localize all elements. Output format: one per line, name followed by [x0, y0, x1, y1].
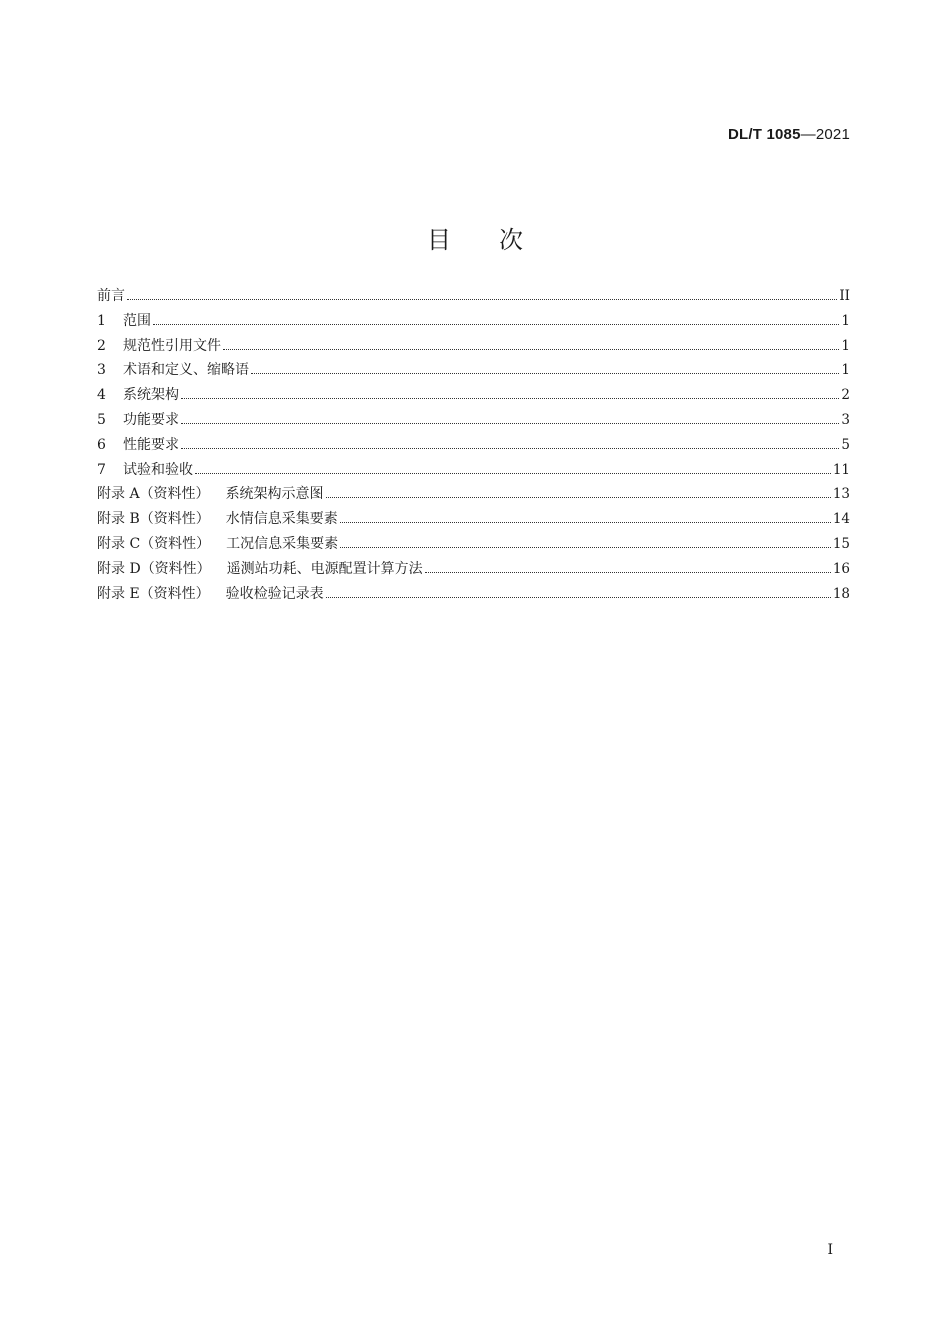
toc-appendix-c[interactable]: [97, 532, 850, 557]
appendix-prefix: 附录 B: [97, 511, 140, 528]
toc-item-scope[interactable]: [97, 309, 850, 334]
toc-item-page: 3: [841, 411, 850, 428]
toc-appendix-b[interactable]: [97, 507, 850, 532]
standard-number: DL/T 1085: [727, 126, 801, 143]
toc-item-label: 系统架构示意图: [225, 486, 324, 503]
toc-appendix-a[interactable]: [97, 482, 850, 507]
appendix-type: （资料性）: [139, 486, 210, 503]
toc-item-performance-requirements[interactable]: [97, 433, 850, 458]
toc-item-label: 工况信息采集要素: [226, 535, 339, 552]
page-title: 目次: [427, 226, 571, 255]
toc-item-number: 2: [97, 337, 106, 354]
toc-item-label: 规范性引用文件: [123, 337, 221, 354]
toc-leader-dots: [326, 596, 831, 598]
appendix-type: （资料性）: [140, 535, 211, 552]
toc-item-page: 16: [832, 560, 850, 577]
toc-item-page: 2: [841, 387, 850, 404]
toc-item-label: 遥测站功耗、电源配置计算方法: [226, 560, 423, 577]
toc-item-number: 1: [97, 312, 106, 329]
appendix-prefix: 附录 D: [97, 560, 141, 577]
toc-appendix-e[interactable]: [97, 582, 850, 607]
toc-item-number: 4: [97, 387, 106, 404]
toc-item-label: 水情信息采集要素: [225, 511, 338, 528]
toc-leader-dots: [326, 496, 831, 498]
toc-item-page: II: [839, 288, 850, 304]
toc-item-label: 范围: [123, 312, 151, 329]
toc-item-page: 15: [832, 535, 850, 552]
toc-item-page: 1: [841, 337, 850, 354]
toc-item-page: 13: [832, 486, 850, 503]
toc-leader-dots: [195, 472, 831, 474]
toc-leader-dots: [340, 546, 831, 548]
toc-item-testing[interactable]: [97, 458, 850, 483]
toc-item-normative-references[interactable]: [97, 334, 850, 359]
page-number: I: [827, 1242, 833, 1258]
standard-year: —2021: [800, 126, 850, 143]
toc-item-label: 功能要求: [123, 411, 179, 428]
toc-item-number: 3: [97, 362, 106, 379]
toc-item-architecture[interactable]: [97, 383, 850, 408]
appendix-type: （资料性）: [139, 511, 210, 528]
toc-item-label: 术语和定义、缩略语: [123, 362, 249, 379]
toc-item-label: 前言: [97, 288, 125, 304]
standard-code: [728, 126, 850, 143]
toc-item-label: 系统架构: [123, 387, 179, 404]
toc-leader-dots: [181, 447, 839, 449]
table-of-contents: [97, 284, 850, 606]
appendix-prefix: 附录 C: [97, 535, 141, 552]
toc-leader-dots: [223, 348, 839, 350]
toc-item-number: 7: [97, 461, 106, 478]
toc-item-number: 5: [97, 411, 106, 428]
toc-leader-dots: [153, 323, 839, 325]
toc-leader-dots: [251, 372, 839, 374]
toc-item-label: 验收检验记录表: [225, 585, 324, 602]
toc-item-page: 1: [841, 362, 850, 379]
appendix-type: （资料性）: [140, 560, 211, 577]
appendix-prefix: 附录 A: [97, 486, 140, 503]
toc-item-page: 1: [841, 312, 850, 329]
toc-item-terms[interactable]: [97, 358, 850, 383]
toc-item-number: 6: [97, 436, 106, 453]
toc-item-page: 14: [832, 511, 850, 528]
toc-item-label: 试验和验收: [123, 461, 193, 478]
toc-item-page: 11: [832, 461, 850, 478]
toc-item-page: 5: [841, 436, 850, 453]
toc-leader-dots: [340, 521, 831, 523]
appendix-prefix: 附录 E: [97, 585, 140, 602]
toc-leader-dots: [181, 397, 839, 399]
toc-leader-dots: [127, 298, 837, 300]
toc-leader-dots: [425, 571, 831, 573]
toc-item-label: 性能要求: [123, 436, 179, 453]
toc-item-page: 18: [832, 585, 850, 602]
toc-item-foreword[interactable]: [97, 284, 850, 309]
appendix-type: （资料性）: [139, 585, 210, 602]
toc-appendix-d[interactable]: [97, 557, 850, 582]
toc-leader-dots: [181, 422, 839, 424]
toc-item-functional-requirements[interactable]: [97, 408, 850, 433]
